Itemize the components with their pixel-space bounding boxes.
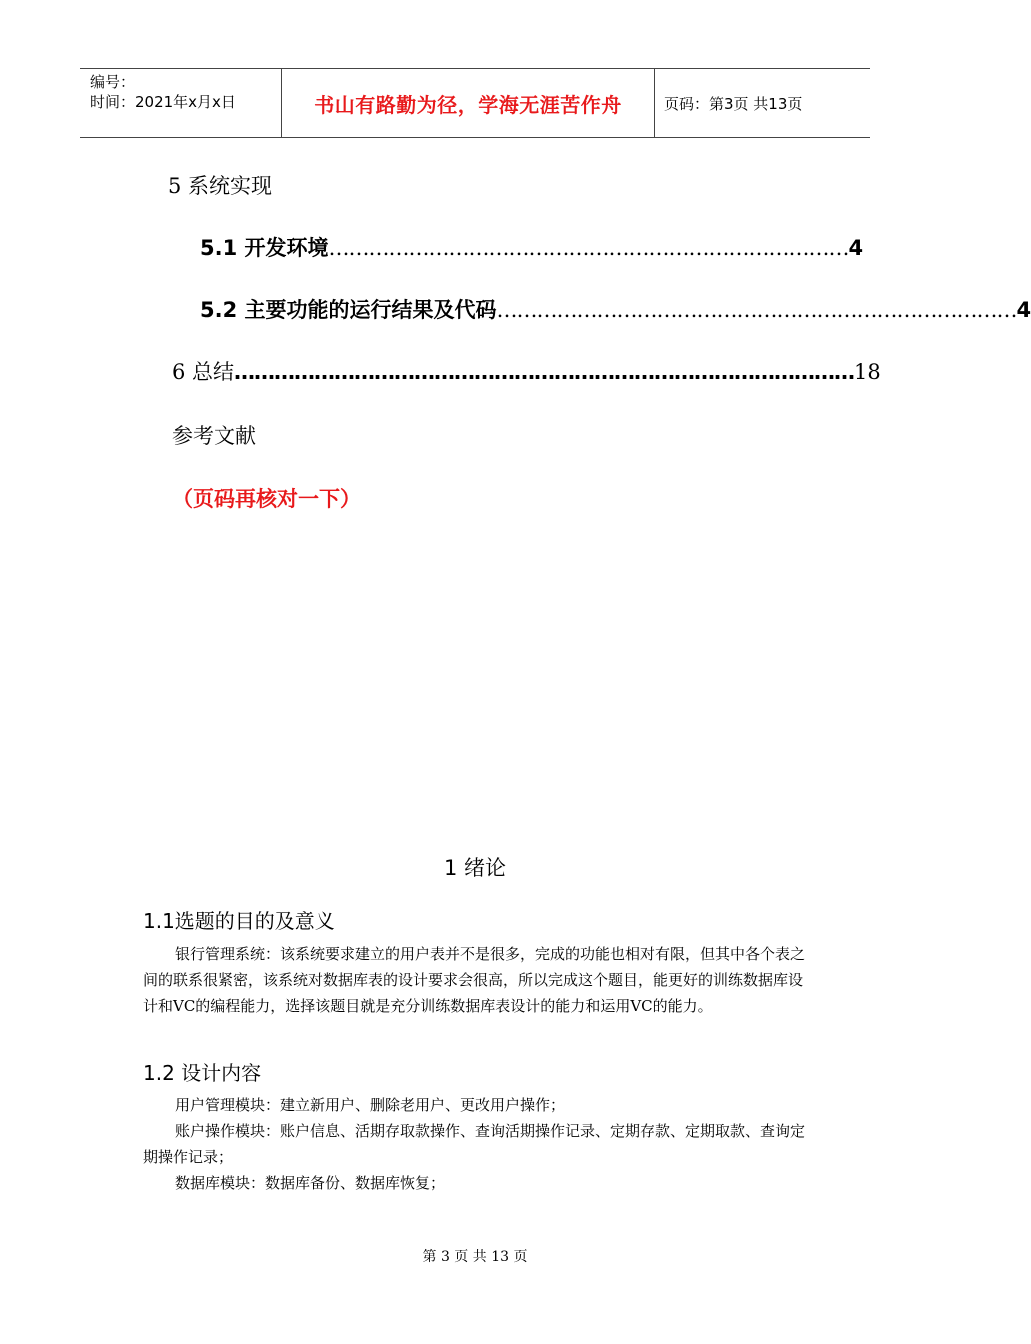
toc-page-number: 18: [854, 360, 881, 384]
toc-item-5-1[interactable]: [200, 232, 864, 262]
section-1-2-body: [143, 1092, 811, 1196]
motto: 书山有路勤为径，学海无涯苦作舟: [281, 69, 655, 137]
toc-chapter-6[interactable]: [172, 356, 881, 386]
toc-leader: …………………………………………………………………………………: [234, 360, 855, 384]
list-item: 账户操作模块：账户信息、活期存取款操作、查询活期操作记录、定期存款、定期取款、查询定期操作记录；: [143, 1122, 806, 1166]
toc-page-number: 4: [1016, 298, 1031, 322]
section-1-2-title: 1.2 设计内容: [143, 1061, 262, 1085]
time-label: 时间：2021年x月x日: [90, 93, 236, 111]
toc-chapter-5: 5 系统实现: [168, 174, 273, 198]
list-item: 数据库模块：数据库备份、数据库恢复；: [175, 1174, 446, 1192]
number-label: 编号：: [90, 73, 136, 91]
toc-leader: ……………………………………………………………………: [328, 236, 849, 260]
page-footer: 第 3 页 共 13 页: [422, 1249, 528, 1265]
section-1-1-title: 1.1选题的目的及意义: [143, 909, 335, 933]
section-1-1-body: [143, 941, 811, 1019]
toc-item-5-2[interactable]: [200, 294, 1031, 324]
toc-note: （页码再核对一下）: [172, 487, 361, 511]
toc-item-label: 6 总结: [172, 360, 235, 384]
toc-references: 参考文献: [172, 424, 256, 448]
chapter-1-title: 1 绪论: [443, 856, 507, 880]
header-table: [80, 68, 870, 138]
toc-page-number: 4: [848, 236, 864, 260]
paragraph: 银行管理系统：该系统要求建立的用户表并不是很多，完成的功能也相对有限，但其中各个表之间的联系很紧密，该系统对数据库表的设计要求会很高，所以完成这个题目，能更好的训练数据库设计和VC的编程能力，选择该题目就是充分训练数据库表设计的能力和运用VC的能力。: [143, 945, 806, 1015]
toc-item-label: 5.1 开发环境: [200, 236, 329, 260]
toc-item-label: 5.2 主要功能的运行结果及代码: [200, 298, 497, 322]
list-item: 用户管理模块：建立新用户、删除老用户、更改用户操作；: [175, 1096, 566, 1114]
header-meta-cell: [80, 69, 280, 137]
toc-leader: ……………………………………………………………………: [496, 298, 1017, 322]
page-info: 页码：第3页 共13页: [664, 94, 803, 113]
